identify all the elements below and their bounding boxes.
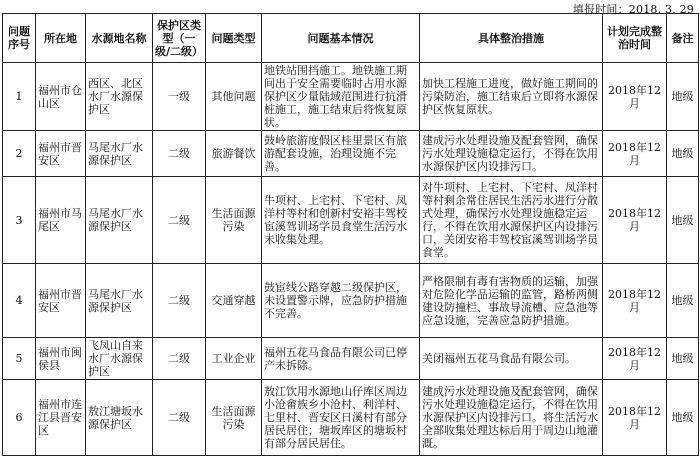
- header-source: 水源地名称: [86, 14, 153, 63]
- cell-desc: 敖江饮用水源地山仔库区周边小沧畲族乡小沧村、利洋村、七里村、晋安区日溪村有部分居民居住；塘坂库区的塘坂村有部分居民居住。: [262, 380, 420, 456]
- header-location: 所在地: [36, 14, 86, 63]
- cell-type: 生活面源污染: [206, 380, 262, 456]
- cell-note: 地级: [667, 131, 699, 177]
- cell-type: 工业企业: [206, 338, 262, 380]
- table-row: [3, 338, 699, 380]
- cell-source: 马尾水厂水源保护区: [86, 264, 153, 338]
- cell-source: 敖江塘坂水源保护区: [86, 380, 153, 456]
- header-deadline: 计划完成整治时间: [603, 14, 667, 63]
- cell-deadline: 2018年12月: [603, 131, 667, 177]
- cell-location: 福州市连江县晋安区: [36, 380, 86, 456]
- cell-deadline: 2018年12月: [603, 177, 667, 264]
- cell-location: 福州市闽侯县: [36, 338, 86, 380]
- cell-source: 马尾水厂水源保护区: [86, 131, 153, 177]
- cell-source: 飞凤山自来水厂水源保护区: [86, 338, 153, 380]
- header-measures: 具体整治措施: [420, 14, 603, 63]
- cell-seq: 2: [3, 131, 36, 177]
- cell-deadline: 2018年12月: [603, 380, 667, 456]
- cell-desc: 福州五花马食品有限公司已停产未拆除。: [262, 338, 420, 380]
- cell-note: 地级: [667, 264, 699, 338]
- cell-seq: 3: [3, 177, 36, 264]
- cell-deadline: 2018年12月: [603, 264, 667, 338]
- cell-source: 西区、北区水厂水源保护区: [86, 63, 153, 131]
- cell-location: 福州市马尾区: [36, 177, 86, 264]
- header-level: 保护区类型（一级/二级）: [153, 14, 206, 63]
- cell-seq: 5: [3, 338, 36, 380]
- fill-date: 填报时间：2018. 3. 29: [572, 3, 694, 16]
- header-desc: 问题基本情况: [262, 14, 420, 63]
- header-type: 问题类型: [206, 14, 262, 63]
- table-row: [3, 380, 699, 456]
- cell-level: 二级: [153, 131, 206, 177]
- cell-deadline: 2018年12月: [603, 338, 667, 380]
- cell-type: 旅游餐饮: [206, 131, 262, 177]
- cell-location: 福州市仓山区: [36, 63, 86, 131]
- cell-note: 地级: [667, 63, 699, 131]
- cell-location: 福州市晋安区: [36, 131, 86, 177]
- cell-type: 其他问题: [206, 63, 262, 131]
- header-row: [3, 14, 699, 63]
- table-row: [3, 264, 699, 338]
- cell-seq: 6: [3, 380, 36, 456]
- cell-level: 二级: [153, 338, 206, 380]
- table-row: [3, 63, 699, 131]
- rectification-table: [2, 13, 699, 456]
- cell-measures: 严格限制有毒有害物质的运输，加强对危险化学品运输的监管，路桥两侧建设防撞栏、事故导流槽、应急池等应急设施，完善应急防护措施。: [420, 264, 603, 338]
- header-seq: 问题序号: [3, 14, 36, 63]
- cell-measures: 关闭福州五花马食品有限公司。: [420, 338, 603, 380]
- table-row: [3, 131, 699, 177]
- cell-level: 一级: [153, 63, 206, 131]
- cell-location: 福州市晋安区: [36, 264, 86, 338]
- cell-desc: 牛项村、上宅村、下宅村、凤洋村等村和创新村安裕丰驾校宦溪驾训场学员食堂生活污水未收集处理。: [262, 177, 420, 264]
- cell-level: 二级: [153, 177, 206, 264]
- cell-desc: 地铁站围挡施工。地铁施工期间出于安全需要临时占用水源保护区少量陆域范围进行抗滑桩施工，施工结束后将恢复原状。: [262, 63, 420, 131]
- cell-deadline: 2018年12月: [603, 63, 667, 131]
- cell-note: 地级: [667, 380, 699, 456]
- cell-desc: 鼓宦线公路穿越二级保护区，未设置警示牌，应急防护措施不完善。: [262, 264, 420, 338]
- cell-type: 生活面源污染: [206, 177, 262, 264]
- cell-source: 马尾水厂水源保护区: [86, 177, 153, 264]
- cell-type: 交通穿越: [206, 264, 262, 338]
- cell-seq: 1: [3, 63, 36, 131]
- table-row: [3, 177, 699, 264]
- cell-measures: 加快工程施工进度，做好施工期间的污染防治，施工结束后立即将水源保护区恢复原状。: [420, 63, 603, 131]
- cell-level: 二级: [153, 380, 206, 456]
- cell-desc: 鼓岭旅游度假区桂里景区有旅游配套设施，治理设施不完善。: [262, 131, 420, 177]
- cell-level: 二级: [153, 264, 206, 338]
- cell-measures: 对牛项村、上宅村、下宅村、凤洋村等村剩余常住居民生活污水进行分散式处理，确保污水处理设施稳定运行，不得在饮用水源保护区内设排污口，关闭安裕丰驾校宦溪驾训场学员食堂。: [420, 177, 603, 264]
- cell-measures: 建成污水处理设施及配套管网，确保污水处理设施稳定运行，不得在饮用水源保护区内设排污口。将生活污水全部收集处理达标后用于周边山地灌溉。: [420, 380, 603, 456]
- cell-measures: 建成污水处理设施及配套管网，确保污水处理设施稳定运行，不得在饮用水源保护区内设排污口。: [420, 131, 603, 177]
- header-note: 备注: [667, 14, 699, 63]
- cell-note: 地级: [667, 177, 699, 264]
- cell-note: 地级: [667, 338, 699, 380]
- cell-seq: 4: [3, 264, 36, 338]
